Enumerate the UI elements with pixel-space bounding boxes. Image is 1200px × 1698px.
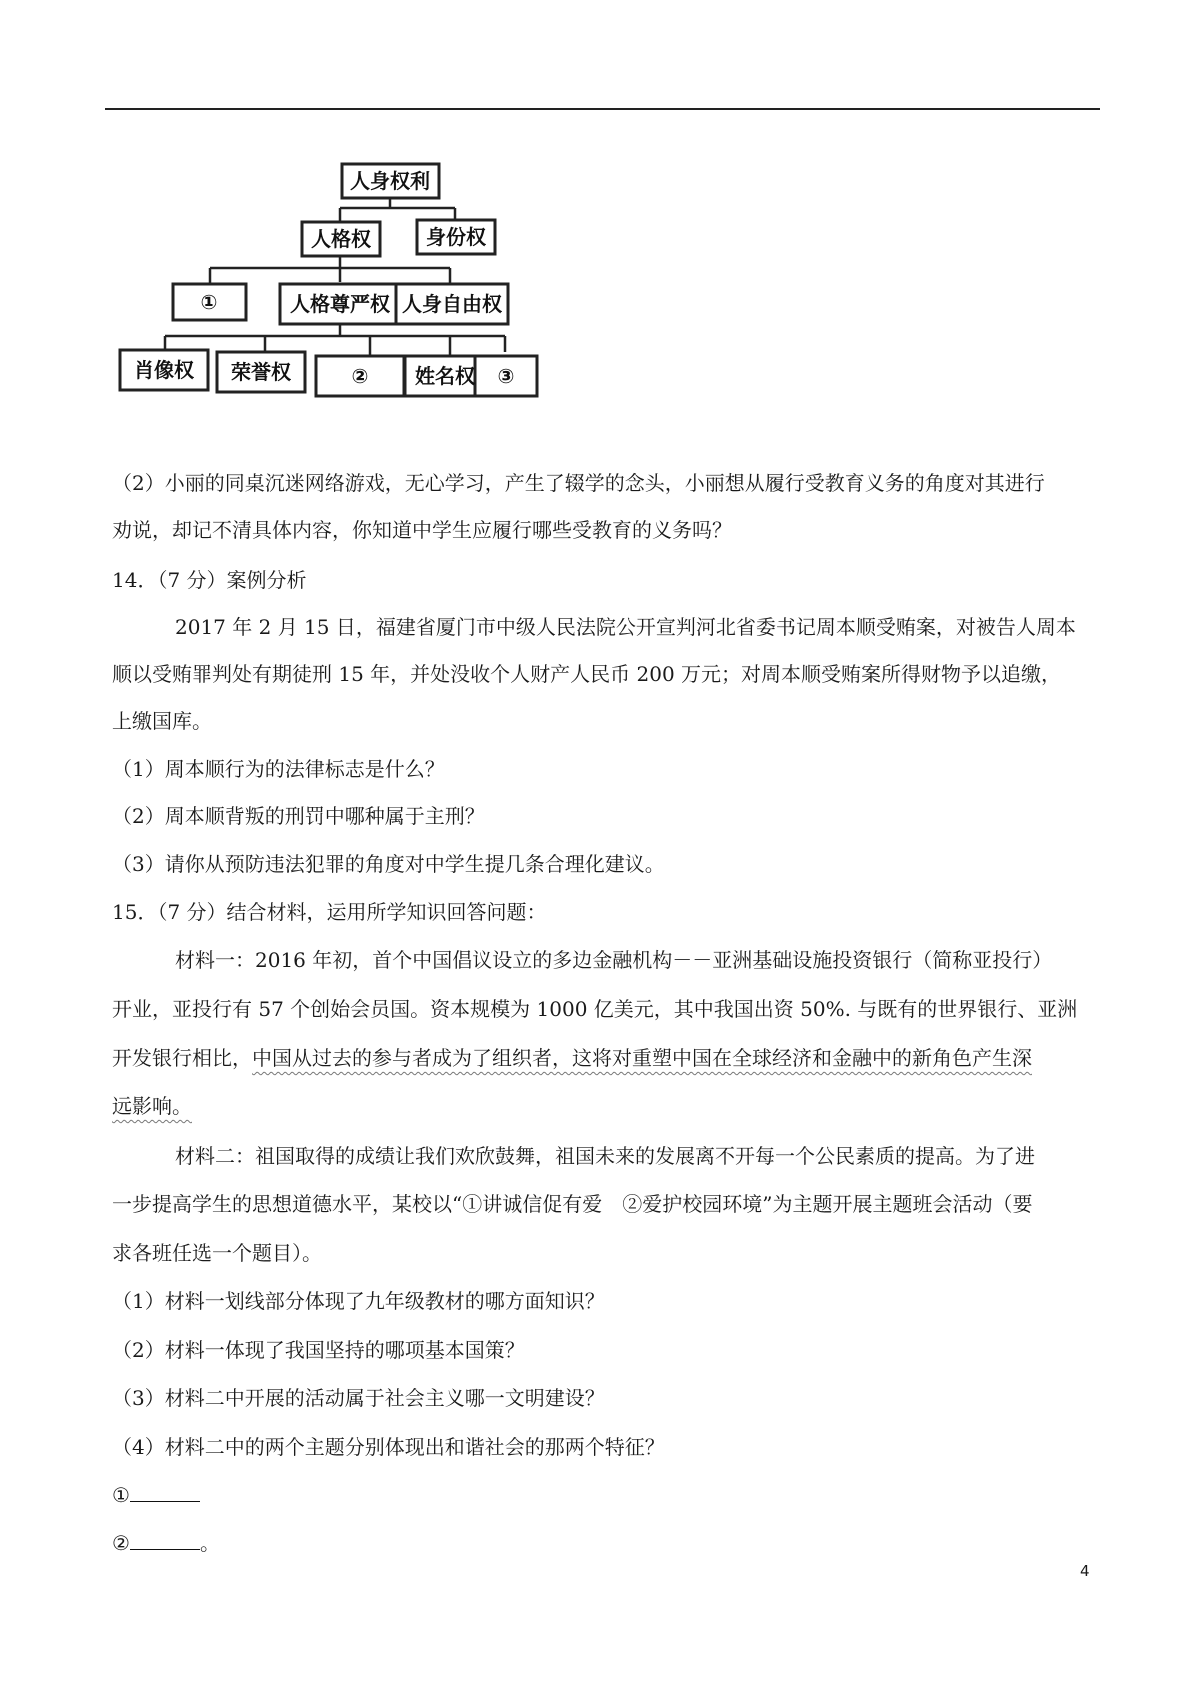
q15-material2-line2: 一步提高学生的思想道德水平，某校以“①讲诚信促有爱 ②爱护校园环境”为主题开展主题班会活动（要 <box>112 1192 1033 1216</box>
q14-sub2: （2）周本顺背叛的刑罚中哪种属于主刑？ <box>112 804 485 828</box>
q15-answer2 <box>112 1530 220 1556</box>
q15-title: 15．（7 分）结合材料，运用所学知识回答问题： <box>112 900 547 924</box>
q15-material1-line1: 材料一：2016 年初，首个中国倡议设立的多边金融机构－－亚洲基础设施投资银行（简称亚投行） <box>175 948 1053 972</box>
node-blank1: ① <box>200 290 218 314</box>
q15-sub3: （3）材料二中开展的活动属于社会主义哪一文明建设？ <box>112 1386 605 1410</box>
answer2-blank[interactable] <box>130 1531 200 1550</box>
node-identity: 身份权 <box>426 225 486 249</box>
q15-answer1 <box>112 1482 200 1508</box>
q15-sub2: （2）材料一体现了我国坚持的哪项基本国策？ <box>112 1338 525 1362</box>
node-root: 人身权利 <box>350 169 430 193</box>
rights-tree-svg <box>110 160 600 445</box>
q15-material1-line3-a: 开发银行相比， <box>112 1046 252 1070</box>
answer1-blank[interactable] <box>130 1483 200 1502</box>
q15-material1-line4 <box>112 1093 192 1119</box>
page-number: 4 <box>1080 1562 1090 1580</box>
q15-material1-line2: 开业，亚投行有 57 个创始会员国。资本规模为 1000 亿美元，其中我国出资 50%. 与既有的世界银行、亚洲 <box>112 997 1078 1021</box>
q15-material1-line3 <box>112 1045 1032 1071</box>
rights-tree-diagram <box>110 160 600 445</box>
q15-sub4: （4）材料二中的两个主题分别体现出和谐社会的那两个特征？ <box>112 1435 665 1459</box>
node-name: 姓名权 <box>415 364 475 388</box>
q13-part2-line2: 劝说，却记不清具体内容，你知道中学生应履行哪些受教育的义务吗？ <box>112 518 732 542</box>
q13-part2-line1: （2）小丽的同桌沉迷网络游戏，无心学习，产生了辍学的念头，小丽想从履行受教育义务的角度对其进行 <box>112 471 1045 495</box>
node-portrait: 肖像权 <box>134 358 194 382</box>
answer2-marker: ② <box>112 1531 130 1555</box>
q15-material1-underlined: 中国从过去的参与者成为了组织者，这将对重塑中国在全球经济和金融中的新角色产生深 <box>252 1046 1032 1070</box>
q14-sub1: （1）周本顺行为的法律标志是什么？ <box>112 757 445 781</box>
node-blank2: ② <box>351 364 369 388</box>
answer2-end: 。 <box>199 1531 220 1555</box>
header-rule <box>105 108 1100 110</box>
q14-sub3: （3）请你从预防违法犯罪的角度对中学生提几条合理化建议。 <box>112 852 665 876</box>
q14-title: 14．（7 分）案例分析 <box>112 568 307 592</box>
q15-sub1: （1）材料一划线部分体现了九年级教材的哪方面知识？ <box>112 1289 605 1313</box>
node-freedom: 人身自由权 <box>402 292 502 316</box>
node-blank3: ③ <box>497 364 515 388</box>
q15-material2-line1: 材料二：祖国取得的成绩让我们欢欣鼓舞，祖国未来的发展离不开每一个公民素质的提高。为了进 <box>175 1144 1035 1168</box>
q15-material1-underlined-end: 远影响。 <box>112 1094 192 1118</box>
node-dignity: 人格尊严权 <box>290 292 390 316</box>
answer1-marker: ① <box>112 1483 130 1507</box>
q14-para-line1: 2017 年 2 月 15 日，福建省厦门市中级人民法院公开宣判河北省委书记周本顺受贿案，对被告人周本 <box>175 615 1076 639</box>
q15-material2-line3: 求各班任选一个题目）。 <box>112 1241 322 1265</box>
node-personality: 人格权 <box>311 227 371 251</box>
q14-para-line2: 顺以受贿罪判处有期徒刑 15 年，并处没收个人财产人民币 200 万元；对周本顺受贿案所得财物予以追缴， <box>112 662 1062 686</box>
q14-para-line3: 上缴国库。 <box>112 709 212 733</box>
node-honor: 荣誉权 <box>231 360 291 384</box>
